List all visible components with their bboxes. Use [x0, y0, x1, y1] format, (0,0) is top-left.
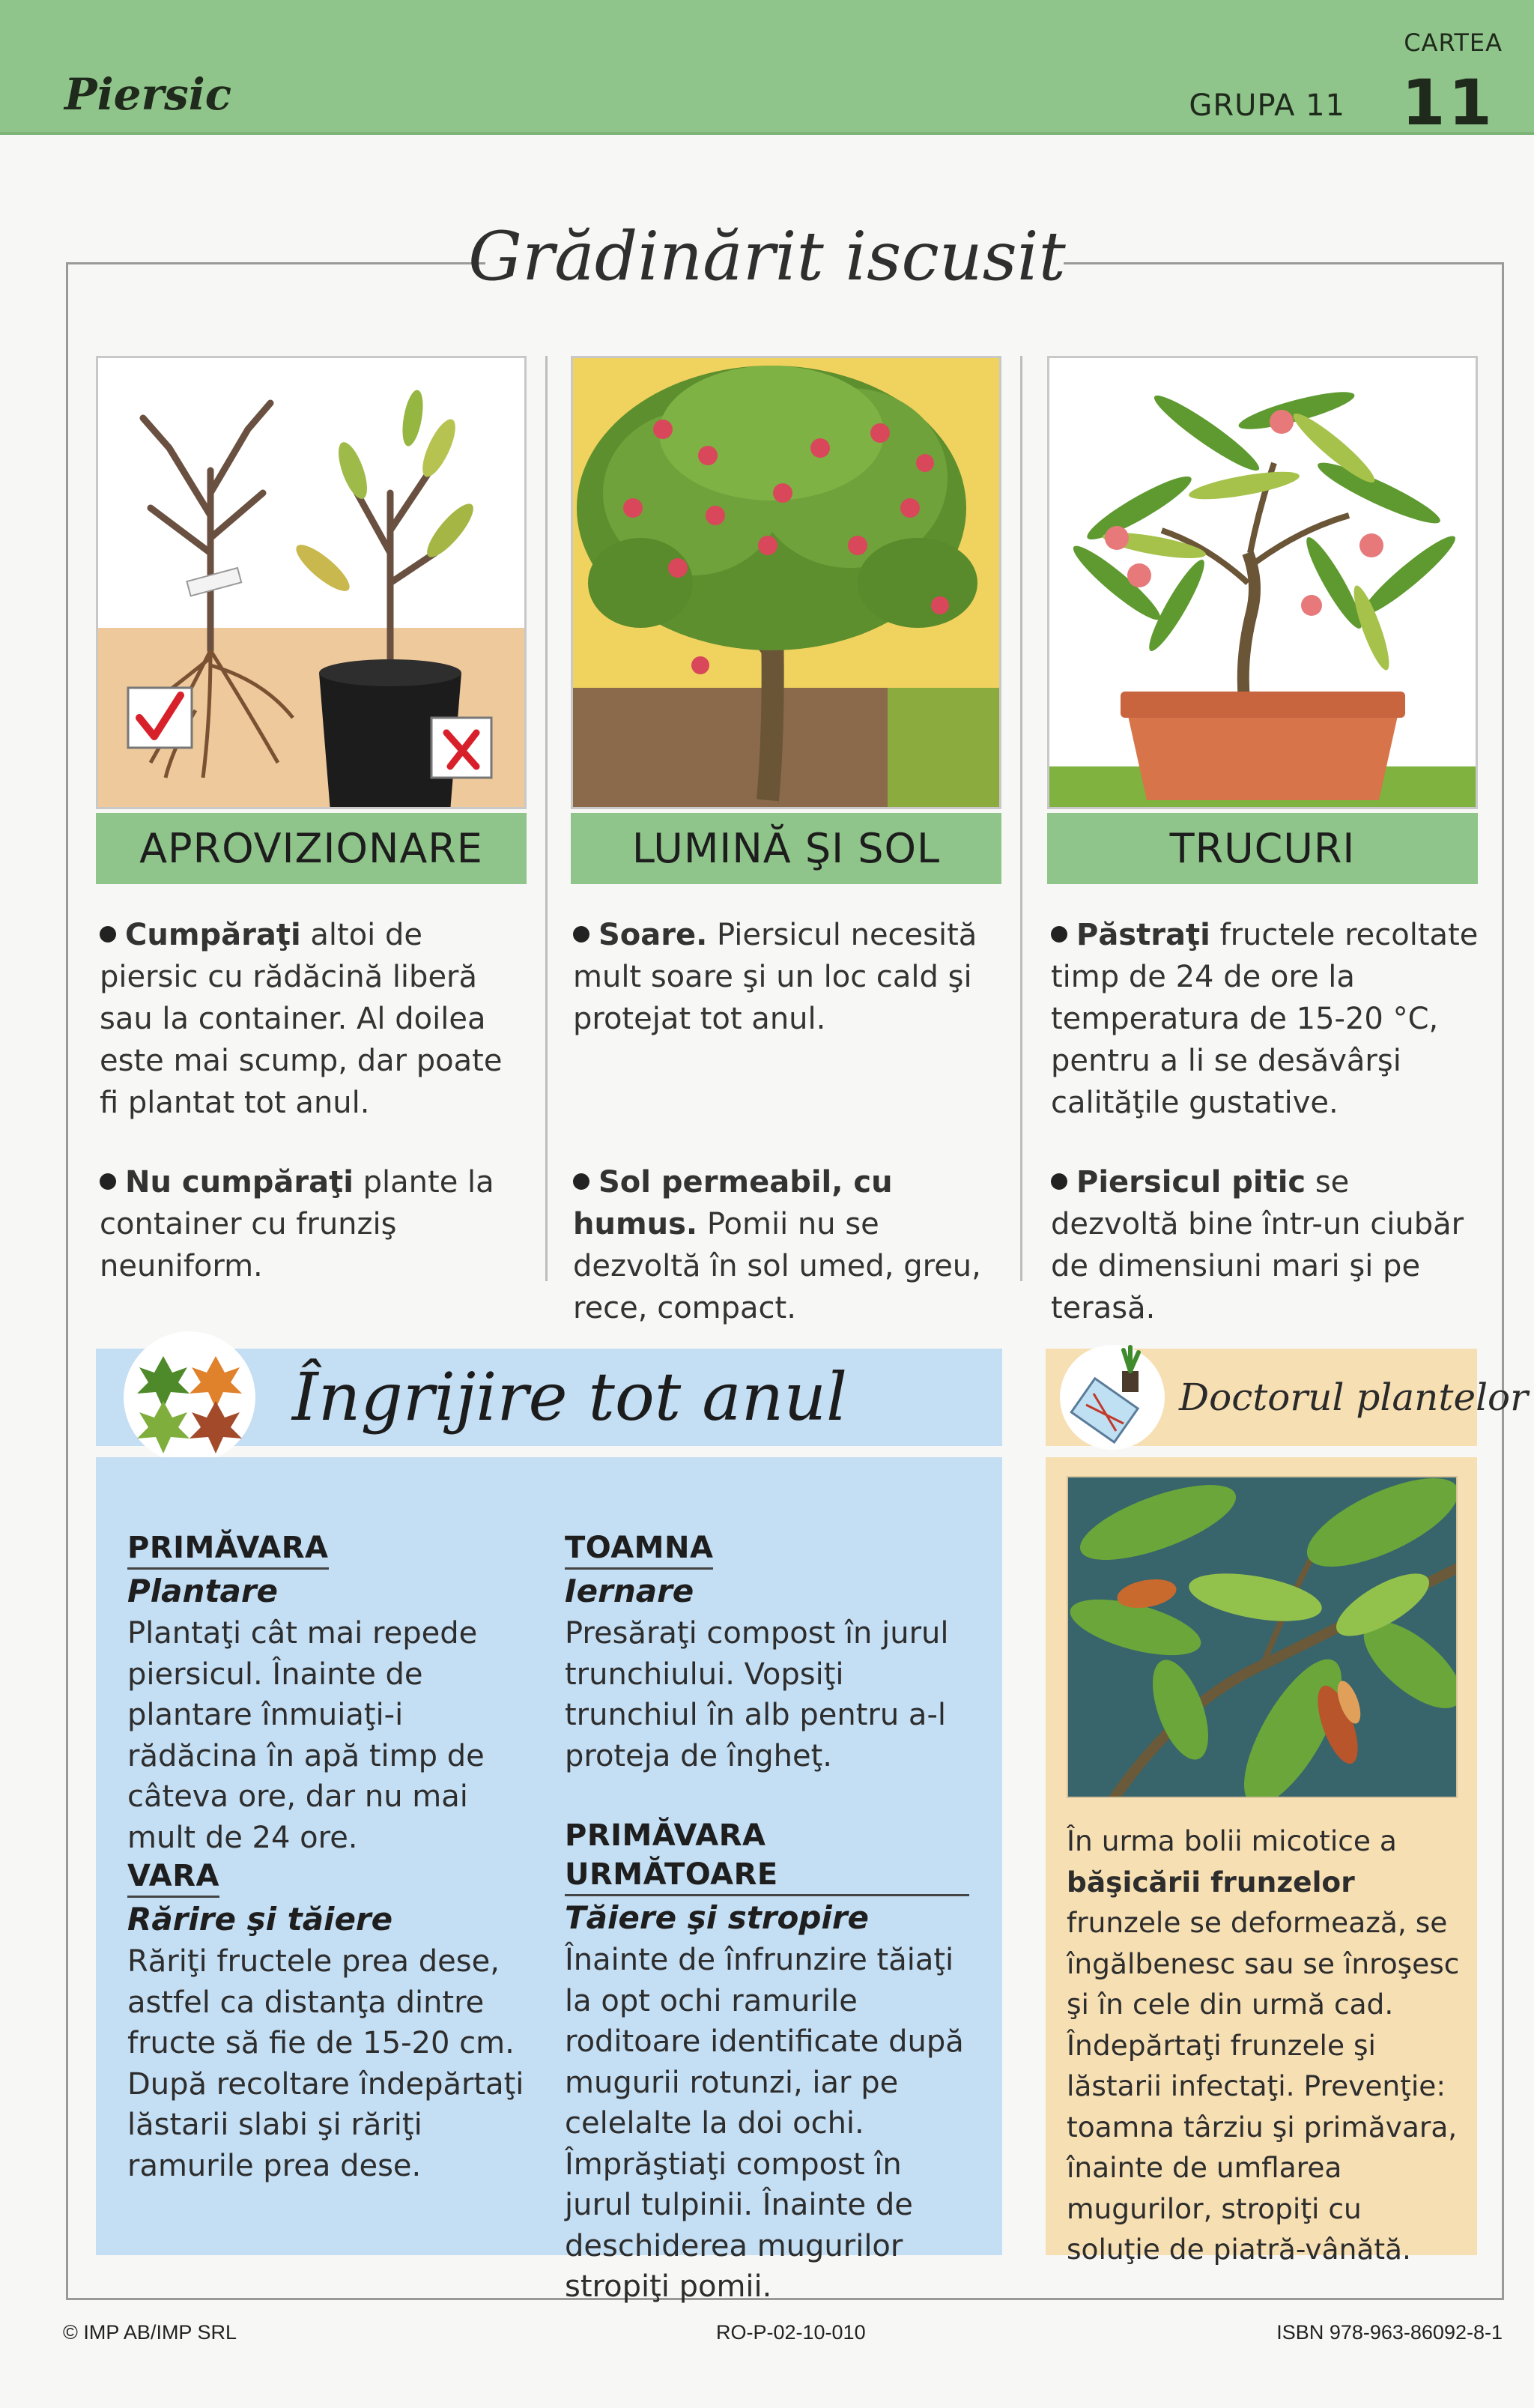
task-label: Iernare: [565, 1573, 694, 1609]
purchase-tip-2: Nu cumpăraţi plante la container cu frunziş neuniform.: [100, 1165, 494, 1283]
bullet-icon: [100, 926, 116, 943]
product-code: RO-P-02-10-010: [716, 2321, 866, 2344]
column-divider: [545, 356, 548, 1281]
trick-tip-2: Piersicul pitic se dezvoltă bine într-un ciubăr de dimensiuni mari şi pe terasă.: [1051, 1165, 1464, 1325]
column-divider: [1020, 356, 1022, 1281]
season-label: PRIMĂVARA URMĂTOARE: [565, 1816, 969, 1896]
book-label: CARTEA: [1404, 28, 1503, 57]
bullet-icon: [573, 1173, 589, 1190]
illustration-tricks: [1047, 356, 1478, 809]
bullet-icon: [573, 926, 589, 943]
illustration-light-soil: [571, 356, 1001, 809]
copyright: © IMP AB/IMP SRL: [63, 2321, 237, 2344]
task-text: Plantaţi cât mai repede piersicul. Înainte de plantare înmuiaţi-i rădăcina în apă timp de câteva ore, dar nu mai mult de 24 ore.: [127, 1616, 485, 1855]
bullet-icon: [1051, 926, 1067, 943]
season-label: VARA: [127, 1857, 219, 1898]
purchase-tip-1: Cumpăraţi altoi de piersic cu rădăcină liberă sau la container. Al doilea este mai scump, dar poate fi plantat tot anul.: [100, 918, 503, 1120]
label-light-soil: LUMINĂ ŞI SOL: [571, 813, 1001, 884]
care-next-spring: [565, 1816, 969, 2308]
task-label: Rărire şi tăiere: [127, 1901, 393, 1937]
task-text: Presăraţi compost în jurul trunchiului. Vopsiţi trunchiul în alb pentru a-l proteja de îngheţ.: [565, 1616, 949, 1773]
task-label: Plantare: [127, 1573, 279, 1609]
doctor-title: Doctorul plantelor: [1179, 1376, 1529, 1419]
care-spring: [127, 1528, 532, 1858]
task-label: Tăiere şi stropire: [565, 1899, 870, 1936]
season-label: PRIMĂVARA: [127, 1528, 329, 1570]
care-summer: [127, 1857, 532, 2186]
isbn: ISBN 978-963-86092-8-1: [1276, 2321, 1503, 2344]
care-autumn: [565, 1528, 969, 1776]
leaves-icon: [118, 1326, 261, 1468]
group-label: GRUPA 11: [1189, 88, 1345, 123]
task-text: Înainte de înfrunzire tăiaţi la opt ochi ramurile roditoare identificate după mugurii rotunzi, iar pe celelalte la doi ochi. Împrăştiaţi compost în jurul tulpinii. Înainte de deschiderea mugurilor stropiţi pomii.: [565, 1943, 964, 2304]
doctor-text: În urma bolii micotice a băşicării frunzelor frunzele se deformează, se îngălbenesc sau se înroşesc şi în cele din urmă cad. Îndepărtaţi frunzele şi lăstarii infectaţi. Prevenţie: toamna târziu şi primăvara, înainte de umflarea mugurilor, stropiţi cu soluţie de piatră-vânătă.: [1067, 1824, 1460, 2266]
book-number: 11: [1401, 66, 1495, 139]
trick-tip-1: Păstraţi fructele recoltate timp de 24 de ore la temperatura de 15-20 °C, pentru a li se desăvârşi calităţile gustative.: [1051, 918, 1479, 1120]
label-tricks: TRUCURI: [1047, 813, 1478, 884]
label-purchase: APROVIZIONARE: [96, 813, 527, 884]
care-title: Îngrijire tot anul: [292, 1358, 848, 1436]
light-tip-1: Soare. Piersicul necesită mult soare şi un loc cald şi protejat tot anul.: [573, 918, 977, 1036]
leaf-curl-photo: [1067, 1476, 1458, 1798]
illustration-purchase: [96, 356, 527, 809]
plant-doctor-icon: [1056, 1341, 1168, 1453]
season-label: TOAMNA: [565, 1528, 713, 1570]
light-tip-2: Sol permeabil, cu humus. Pomii nu se dezvoltă în sol umed, greu, rece, compact.: [573, 1165, 981, 1325]
page-title: Piersic: [64, 69, 232, 120]
task-text: Răriţi fructele prea dese, astfel ca distanţa dintre fructe să fie de 15-20 cm. După recoltare îndepărtaţi lăstarii slabi şi răriţi ramurile prea dese.: [127, 1944, 524, 2183]
section-title: Grădinărit iscusit: [468, 217, 1066, 296]
bullet-icon: [1051, 1173, 1067, 1190]
bullet-icon: [100, 1173, 116, 1190]
